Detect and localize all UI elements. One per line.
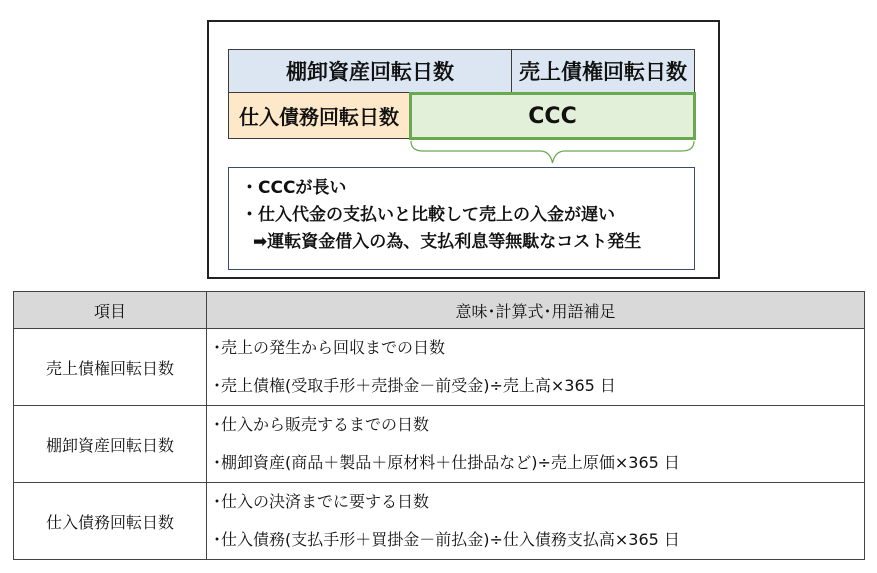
description-line: ･仕入から販売するまでの日数: [213, 415, 430, 434]
formula-line: ･売上債権(受取手形＋売掛金－前受金)÷売上高×365 日: [213, 376, 616, 395]
ccc-cell: CCC: [409, 92, 696, 140]
description-cell: [207, 406, 865, 483]
terms-table: [13, 291, 865, 560]
curly-brace-icon: [409, 140, 696, 166]
note-line: ・CCCが長い: [241, 178, 347, 198]
description-cell: [207, 329, 865, 406]
term-cell: 売上債権回転日数: [14, 329, 207, 406]
note-line: ・仕入代金の支払いと比較して売上の入金が遅い: [241, 205, 615, 225]
header-meaning: 意味･計算式･用語補足: [207, 292, 865, 329]
payables-days-cell: 仕入債務回転日数: [228, 92, 410, 139]
description-cell: [207, 483, 865, 560]
receivables-days-cell: 売上債権回転日数: [511, 49, 695, 93]
table-row: [14, 483, 865, 560]
term-cell: 棚卸資産回転日数: [14, 406, 207, 483]
description-line: ･仕入の決済までに要する日数: [213, 492, 430, 511]
table-header-row: [14, 292, 865, 329]
header-item: 項目: [14, 292, 207, 329]
table-row: [14, 406, 865, 483]
ccc-diagram: [207, 20, 720, 279]
formula-line: ･棚卸資産(商品＋製品＋原材料＋仕掛品など)÷売上原価×365 日: [213, 453, 680, 472]
description-line: ･売上の発生から回収までの日数: [213, 338, 446, 357]
formula-line: ･仕入債務(支払手形＋買掛金－前払金)÷仕入債務支払高×365 日: [213, 530, 680, 549]
ccc-notes-box: [228, 167, 695, 270]
note-line: ➡運転資金借入の為、支払利息等無駄なコスト発生: [253, 232, 642, 252]
table-row: [14, 329, 865, 406]
inventory-days-cell: 棚卸資産回転日数: [228, 49, 512, 93]
term-cell: 仕入債務回転日数: [14, 483, 207, 560]
